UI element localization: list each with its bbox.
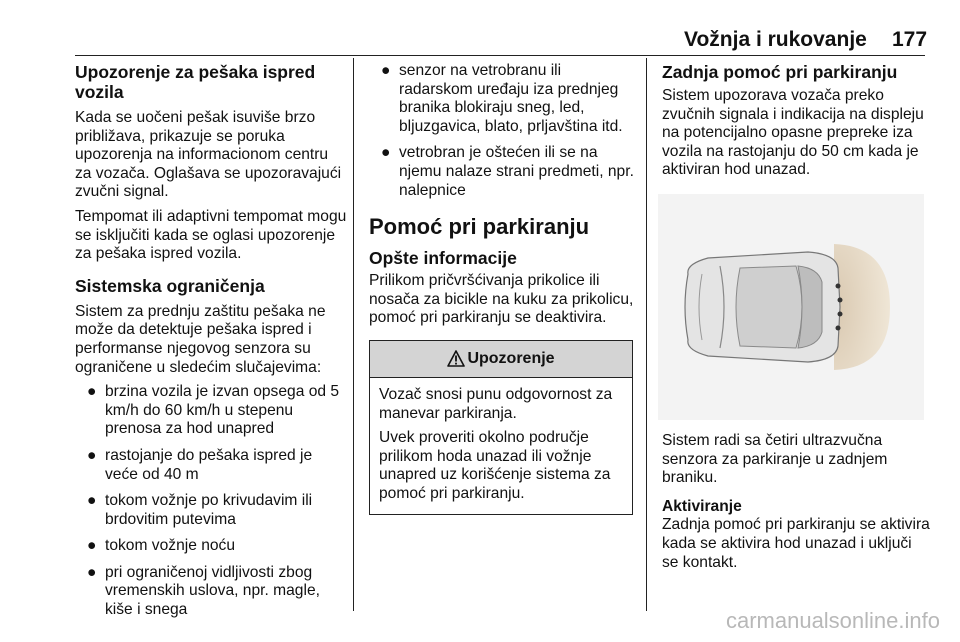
heading-pedestrian-warning: Upozorenje za pešaka ispred vozila	[75, 62, 316, 102]
bullet-icon: ●	[87, 383, 97, 401]
watermark: carmanualsonline.info	[725, 608, 940, 633]
list-item-text: vetrobran je oštećen ili se na njemu nalaze strani predmeti, npr. nalepnice	[399, 144, 634, 199]
page-header	[0, 28, 960, 58]
bullet-icon: ●	[87, 492, 97, 510]
paragraph: Sistem radi sa četiri ultrazvučna senzora za parkiranje u zadnjem braniku.	[662, 431, 888, 487]
list-item-text: brzina vozila je izvan opsega od 5 km/h do 60 km/h u stepenu prenosa za hod unapred	[105, 383, 340, 438]
warning-triangle-icon	[447, 350, 465, 367]
paragraph: Vozač snosi punu odgovornost za manevar parkiranja.	[379, 385, 613, 422]
bullet-icon: ●	[87, 563, 97, 581]
bullet-icon: ●	[87, 537, 97, 555]
heading-activation: Aktiviranje	[662, 497, 742, 515]
bullet-icon: ●	[87, 446, 97, 464]
list-item	[75, 537, 347, 556]
paragraph: Tempomat ili adaptivni tempomat mogu se isključiti kada se oglasi upozorenje za pešaka ispred vozila.	[75, 207, 347, 263]
paragraph: Sistem za prednju zaštitu pešaka ne može da detektuje pešaka ispred i performanse njegovog senzora su ograničene u sledećim slučajevima:	[75, 302, 326, 376]
limits-list-continued	[369, 62, 635, 200]
column-divider-2	[646, 58, 647, 611]
heading-rear-parking-assist: Zadnja pomoć pri parkiranju	[662, 62, 898, 82]
list-item	[75, 564, 347, 620]
section-title: Vožnja i rukovanje	[684, 28, 867, 51]
column-3	[662, 62, 930, 578]
page-number: 177	[892, 28, 928, 51]
column-2	[369, 62, 635, 515]
bullet-icon: ●	[381, 62, 391, 79]
list-item	[75, 492, 347, 529]
warning-box	[369, 340, 633, 515]
list-item-text: tokom vožnje po krivudavim ili brdovitim putevima	[105, 492, 313, 528]
list-item-text: tokom vožnje noću	[105, 537, 236, 555]
paragraph: Kada se uočeni pešak isuviše brzo približava, prikazuje se poruka upozorenja na informacionom centru za vozača. Oglašava se upozoravajući zvučni signal.	[75, 109, 342, 201]
heading-parking-assist: Pomoć pri parkiranju	[369, 214, 590, 240]
bullet-icon: ●	[381, 144, 391, 162]
paragraph: Prilikom pričvršćivanja prikolice ili nosača za bicikle na kuku za prikolicu, pomoć pri parkiranju se deaktivira.	[369, 272, 634, 327]
list-item	[369, 144, 635, 200]
header-rule	[75, 55, 925, 56]
paragraph: Sistem upozorava vozača preko zvučnih signala i indikacija na displeju na potencijalno opasne prepreke iza vozila na rastojanju do 50 cm kada je aktiviran hod unazad.	[662, 87, 924, 179]
list-item-text: senzor na vetrobranu ili radarskom uređaju iza prednjeg branika blokiraju sneg, led, bljuzgavica, blato, prljavština itd.	[399, 62, 623, 135]
column-divider-1	[353, 58, 354, 611]
column-1	[75, 62, 347, 628]
paragraph: Uvek proveriti okolno područje prilikom hoda unazad ili vožnje unapred uz korišćenje sistema za pomoć pri parkiranju.	[379, 429, 611, 502]
list-item	[75, 383, 347, 439]
heading-system-limits: Sistemska ograničenja	[75, 275, 265, 296]
paragraph: Zadnja pomoć pri parkiranju se aktivira kada se aktivira hod unazad i uključi se kontakt.	[662, 516, 930, 571]
car-top-view-image	[658, 194, 924, 420]
heading-general-info: Opšte informacije	[369, 248, 517, 269]
car-sensor-illustration	[658, 194, 924, 420]
warning-body	[370, 378, 632, 514]
list-item	[369, 62, 635, 136]
warning-header	[370, 341, 632, 378]
list-item-text: pri ograničenoj vidljivosti zbog vremenskih uslova, npr. magle, kiše i snega	[105, 563, 320, 619]
sensor-zone	[834, 244, 890, 370]
warning-title: Upozorenje	[467, 349, 555, 367]
limits-list	[75, 383, 347, 620]
list-item-text: rastojanje do pešaka ispred je veće od 40 m	[105, 446, 313, 483]
list-item	[75, 447, 347, 484]
